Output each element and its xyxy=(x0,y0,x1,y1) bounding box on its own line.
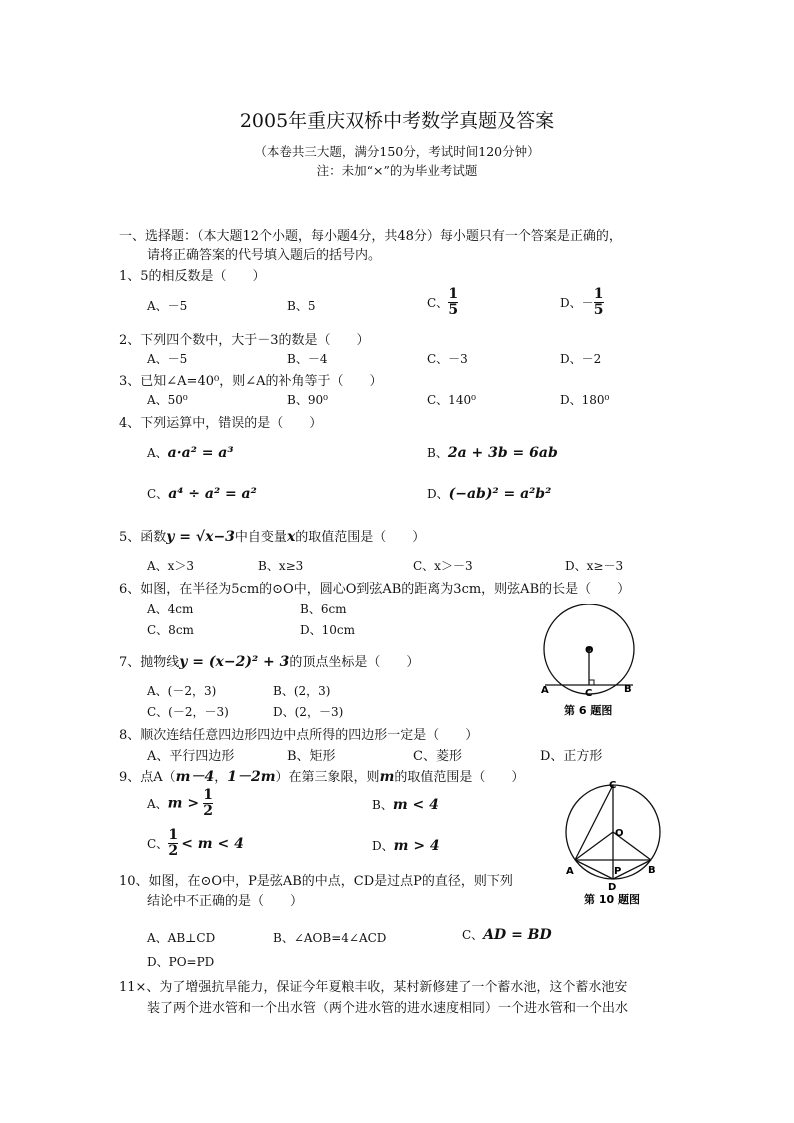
q3-option-b: B、90⁰ xyxy=(287,393,328,407)
page-note: 注：未加“×”的为毕业考试题 xyxy=(316,163,478,178)
q10-stem-line1: 10、如图，在⊙O中，P是弦AB的中点，CD是过点P的直径，则下列 xyxy=(119,874,513,889)
q10-label-p: P xyxy=(614,866,622,877)
q6-option-c: C、8cm xyxy=(147,623,194,637)
q5-option-c: C、x＞－3 xyxy=(413,559,473,573)
q10-label-b: B xyxy=(648,865,656,876)
q11-stem-line2: 装了两个进水管和一个出水管（两个进水管的进水速度相同）一个进水管和一个出水 xyxy=(147,1001,629,1016)
q1-option-d: D、－ $\frac{1}{5}$ xyxy=(560,286,604,318)
q6-label-o: O xyxy=(585,645,594,656)
q4-option-a: A、a·a² = a³ xyxy=(147,445,234,461)
q10-label-c: C xyxy=(609,780,617,791)
q1-stem: 1、5的相反数是（ ） xyxy=(119,269,266,284)
q7-option-a: A、(－2，3) xyxy=(147,684,217,698)
q2-option-b: B、－4 xyxy=(287,352,328,366)
q10-figure xyxy=(560,776,670,906)
q9-option-d: D、m > 4 xyxy=(372,838,440,854)
q6-stem: 6、如图，在半径为5cm的⊙O中，圆心O到弦AB的距离为3cm，则弦AB的长是（ ） xyxy=(119,582,631,597)
q8-option-d: D、正方形 xyxy=(540,749,603,764)
q1-option-c: C、 $\frac{1}{5}$ xyxy=(427,286,459,318)
q6-label-a: A xyxy=(541,685,549,696)
q3-option-d: D、180⁰ xyxy=(560,393,610,407)
q7-stem: 7、抛物线y = (x−2)² + 3的顶点坐标是（ ） xyxy=(119,654,420,670)
q3-option-a: A、50⁰ xyxy=(147,393,188,407)
section-heading: 一、选择题：（本大题12个小题，每小题4分，共48分）每小题只有一个答案是正确的， xyxy=(119,229,622,244)
q6-label-b: B xyxy=(624,684,632,695)
q9-option-c: C、 $\frac{1}{2}$ < m < 4 xyxy=(147,827,244,859)
q2-option-d: D、－2 xyxy=(560,352,602,366)
q5-option-d: D、x≥－3 xyxy=(565,559,624,573)
q10-option-c: C、AD = BD xyxy=(462,927,552,943)
q2-option-c: C、－3 xyxy=(427,352,468,366)
q10-label-o: O xyxy=(615,828,624,839)
q2-stem: 2、下列四个数中，大于－3的数是（ ） xyxy=(119,333,370,348)
q11-stem-line1: 11×、为了增强抗旱能力，保证今年夏粮丰收，某村新修建了一个蓄水池，这个蓄水池安 xyxy=(119,980,628,995)
q8-option-c: C、菱形 xyxy=(413,749,462,764)
q8-stem: 8、顺次连结任意四边形四边中点所得的四边形一定是（ ） xyxy=(119,728,479,743)
q8-option-b: B、矩形 xyxy=(287,749,336,764)
page-title: 2005年重庆双桥中考数学真题及答案 xyxy=(239,110,555,132)
q2-option-a: A、－5 xyxy=(147,352,188,366)
q7-option-d: D、(2，－3) xyxy=(273,705,344,719)
q6-caption: 第 6 题图 xyxy=(564,704,613,717)
q4-stem: 4、下列运算中，错误的是（ ） xyxy=(119,416,323,431)
q9-stem: 9、点A（m－4，1－2m）在第三象限，则m的取值范围是（ ） xyxy=(119,769,525,785)
q10-stem-line2: 结论中不正确的是（ ） xyxy=(147,894,304,909)
q4-option-d: D、(−ab)² = a²b² xyxy=(427,486,552,502)
q10-option-a: A、AB⊥CD xyxy=(147,931,216,945)
q1-option-b: B、5 xyxy=(287,299,316,313)
q3-stem: 3、已知∠A=40⁰，则∠A的补角等于（ ） xyxy=(119,374,383,389)
q6-option-d: D、10cm xyxy=(300,623,355,637)
q10-caption: 第 10 题图 xyxy=(584,893,640,906)
q1-option-a: A、－5 xyxy=(147,299,188,313)
q9-option-b: B、m < 4 xyxy=(372,797,439,813)
q5-stem: 5、函数y = √x−3中自变量x的取值范围是（ ） xyxy=(119,529,426,545)
q10-option-d: D、PO=PD xyxy=(147,955,215,969)
page-subtitle: （本卷共三大题，满分150分，考试时间120分钟） xyxy=(254,144,540,159)
q3-option-c: C、140⁰ xyxy=(427,393,476,407)
q6-label-c: C xyxy=(585,688,593,699)
q8-option-a: A、平行四边形 xyxy=(147,749,235,764)
q5-option-b: B、x≥3 xyxy=(258,559,304,573)
section-instructions: 请将正确答案的代号填入题后的括号内。 xyxy=(147,248,382,263)
q10-option-b: B、∠AOB=4∠ACD xyxy=(273,931,387,945)
q6-figure xyxy=(536,604,646,724)
q7-option-c: C、(－2，－3) xyxy=(147,705,229,719)
q4-option-c: C、a⁴ ÷ a² = a² xyxy=(147,486,257,502)
q7-option-b: B、(2，3) xyxy=(273,684,331,698)
q10-label-d: D xyxy=(608,882,617,893)
q10-label-a: A xyxy=(566,866,574,877)
q5-option-a: A、x＞3 xyxy=(147,559,195,573)
q6-option-b: B、6cm xyxy=(300,602,347,616)
q9-option-a: A、m > $\frac{1}{2}$ xyxy=(147,787,213,819)
q4-option-b: B、2a + 3b = 6ab xyxy=(427,445,558,461)
q6-option-a: A、4cm xyxy=(147,602,194,616)
